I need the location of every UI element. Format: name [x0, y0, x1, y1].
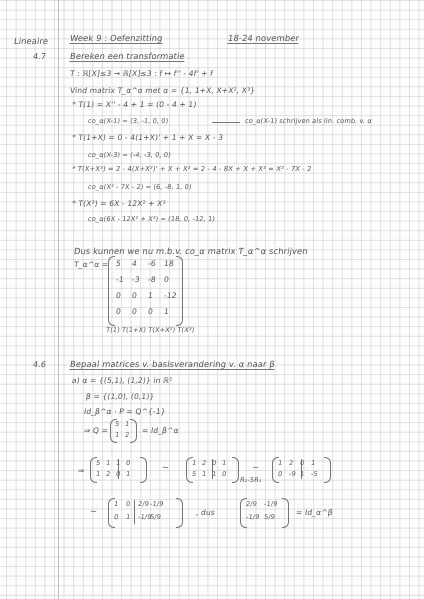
row-operation: R₂-5R₁ [239, 476, 263, 484]
conclusion-word: , dus [195, 508, 216, 517]
calc-line: * T(X+X²) = 2 - 4(X+X²)' + X + X² = 2 - 4 - 8X + X + X² = X² - 7X - 2 [71, 165, 313, 173]
calc-line: * T(X³) = 6X - 12X² + X³ [71, 199, 167, 208]
matrix-cell: -3 [131, 275, 141, 284]
aug-bracket-right [140, 457, 147, 483]
matrix-cell: 2 [201, 459, 207, 467]
matrix-cell: 1 [201, 470, 207, 478]
exercise-title: Bereken een transformatie [69, 51, 186, 61]
matrix-cell: 1 [221, 459, 227, 467]
matrix-cell: 1 [277, 459, 283, 467]
matrix-cell: 0 [115, 307, 122, 316]
matrix-cell: 1 [124, 420, 130, 428]
aug-bracket-right [324, 457, 331, 483]
matrix-cell: 0 [147, 307, 154, 316]
q-equals: ⇒ Q = [83, 426, 109, 435]
margin-line [58, 0, 59, 599]
matrix-cell: 0 [131, 291, 138, 300]
matrix-cell: -5 [310, 470, 319, 478]
matrix-cell: 1 [211, 470, 217, 478]
course-name: Lineaire [13, 36, 49, 46]
exercise-number: 4.7 [32, 52, 47, 61]
q-bracket-right [130, 419, 137, 443]
matrix-cell: 0 [163, 275, 170, 284]
aug-bracket-right [232, 457, 239, 483]
matrix-cell: 2 [288, 459, 294, 467]
transform-definition: T : ℝ[X]≤3 → ℝ[X]≤3 : f ↦ f'' - 4f' + f [69, 69, 214, 78]
matrix-cell: 1 [95, 470, 101, 478]
tilde-symbol: ~ [161, 462, 170, 472]
calc-line: * T(1) = X'' - 4 + 1 = (0 - 4 + 1) [71, 100, 198, 109]
aug-bracket-right [176, 498, 183, 528]
tilde-symbol: ~ [251, 462, 260, 472]
matrix-cell: 2/9 [245, 500, 258, 508]
matrix-cell: 0 [211, 459, 217, 467]
matrix-cell: -1/9 [137, 513, 152, 521]
result-bracket-right [282, 498, 289, 528]
matrix-cell: -6 [147, 259, 157, 268]
matrix-bracket-left [108, 256, 115, 326]
matrix-cell: 1 [114, 431, 120, 439]
matrix-cell: 0 [125, 500, 131, 508]
conclusion-line: Dus kunnen we nu m.b.v. co_α matrix T_α^α schrijven [73, 246, 309, 256]
week-title: Week 9 : Oefenzitting [69, 33, 164, 43]
tilde-symbol: ~ [89, 506, 98, 516]
task-line: Vind matrix T_α^α met α = {1, 1+X, X+X², X³} [69, 86, 256, 95]
matrix-cell: 1 [191, 459, 197, 467]
aug-separator [134, 500, 135, 524]
arrow [212, 122, 240, 123]
side-note: co_α(X-1) schrijven als lin. comb. v. α [244, 117, 373, 125]
matrix-cell: 0 [115, 470, 121, 478]
basis-beta: β = {(1,0), (0,1)} [85, 392, 155, 401]
matrix-cell: 0 [299, 459, 305, 467]
basis-alpha: a) α = {(5,1), (1,2)} in ℝ² [71, 376, 173, 385]
matrix-cell: 18 [163, 259, 175, 268]
calc-line: * T(1+X) = 0 - 4(1+X)' + 1 + X = X - 3 [71, 133, 224, 142]
exercise-number: 4.6 [32, 360, 47, 369]
matrix-cell: 2 [124, 431, 130, 439]
matrix-cell: 5 [191, 470, 197, 478]
matrix-cell: 5 [114, 420, 120, 428]
exercise-title: Bepaal matrices v. basisverandering v. α naar β [69, 359, 276, 369]
coord-line: co_α(X-3) = (-4, -3, 0, 0) [87, 151, 172, 159]
matrix-cell: 1 [147, 291, 154, 300]
matrix-cell: 0 [221, 470, 227, 478]
coord-line: co_α(X-1) = (3, -1, 0, 0) [87, 117, 169, 125]
matrix-cell: -1/9 [263, 500, 278, 508]
matrix-cell: 1 [113, 500, 119, 508]
matrix-cell: 2 [105, 470, 111, 478]
q-result: = Id_β^α [141, 426, 180, 435]
coord-line: co_α(6X - 12X² + X³) = (18, 0, -12, 1) [87, 215, 216, 223]
matrix-column-labels: T(1) T(1+X) T(X+X²) T(X³) [105, 326, 195, 334]
implies-symbol: ⇒ [77, 466, 86, 475]
matrix-cell: 5 [115, 259, 122, 268]
matrix-cell: 5 [95, 459, 101, 467]
matrix-cell: 1 [125, 470, 131, 478]
matrix-cell: 1 [310, 459, 316, 467]
date-range: 18-24 november [227, 33, 300, 43]
result-label: = Id_α^β [295, 508, 334, 517]
matrix-cell: 0 [113, 513, 119, 521]
matrix-cell: 0 [115, 291, 122, 300]
matrix-cell: 1 [125, 513, 131, 521]
matrix-cell: 2/9 [137, 500, 150, 508]
matrix-cell: -8 [147, 275, 157, 284]
matrix-cell: 0 [277, 470, 283, 478]
matrix-cell: 5/9 [263, 513, 276, 521]
matrix-cell: 0 [131, 307, 138, 316]
matrix-cell: 5/9 [149, 513, 162, 521]
matrix-cell: -9 [288, 470, 297, 478]
matrix-label: T_α^α = [73, 260, 109, 269]
matrix-cell: 1 [163, 307, 170, 316]
matrix-cell: -12 [163, 291, 178, 300]
coord-line: co_α(X² - 7X - 2) = (6, -8, 1, 0) [87, 183, 193, 191]
matrix-cell: 1 [299, 470, 305, 478]
matrix-cell: 1 [115, 459, 121, 467]
matrix-cell: -1/9 [245, 513, 260, 521]
relation-line: Id_β^α · P = Q^{-1} [83, 407, 167, 416]
matrix-cell: 4 [131, 259, 138, 268]
matrix-cell: 0 [125, 459, 131, 467]
matrix-cell: 1 [105, 459, 111, 467]
matrix-cell: -1 [115, 275, 125, 284]
matrix-cell: -1/9 [149, 500, 164, 508]
